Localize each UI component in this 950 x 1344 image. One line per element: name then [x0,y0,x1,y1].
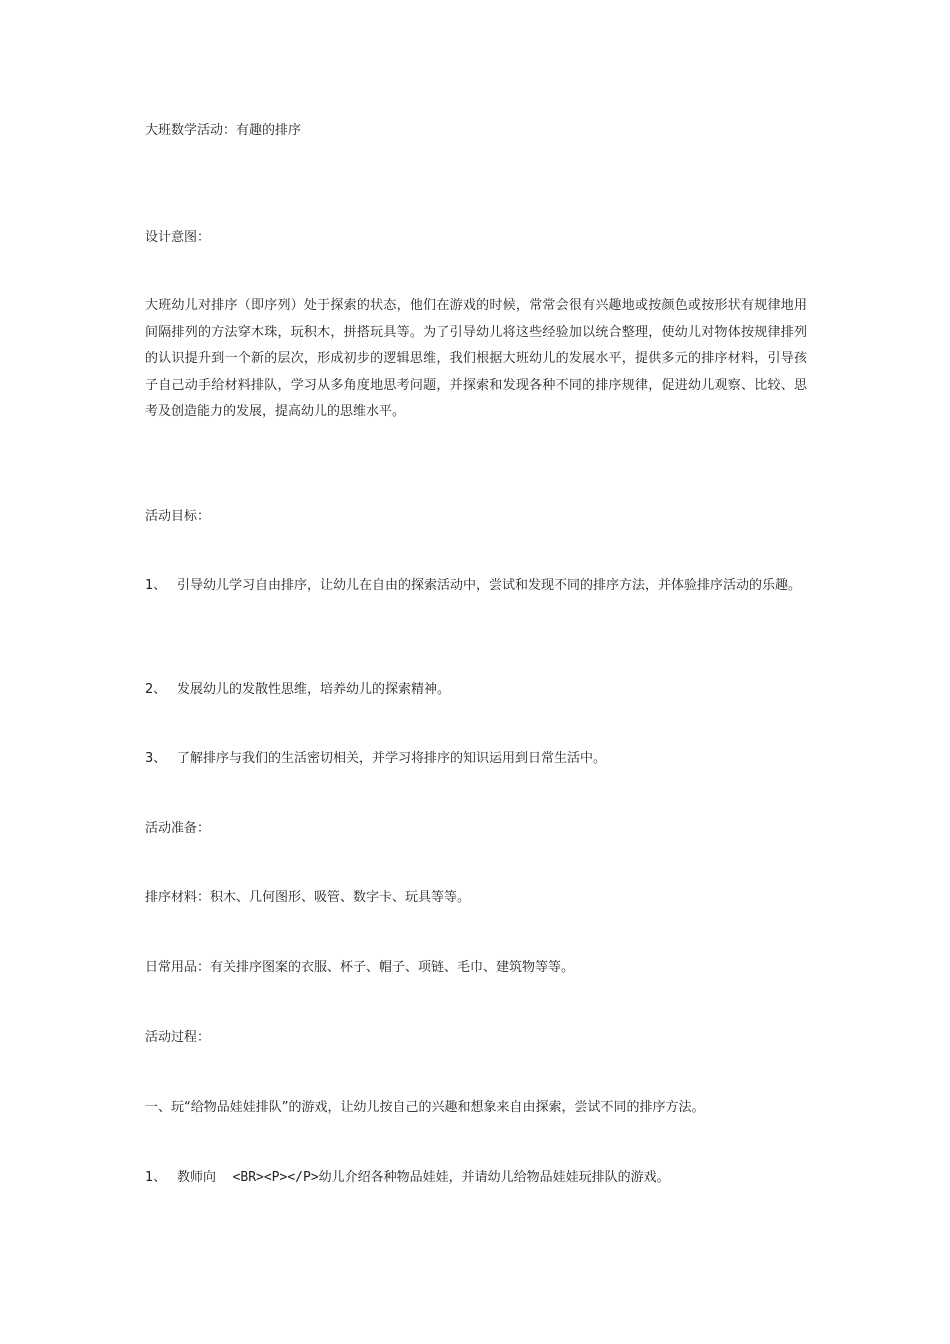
process-step-1: 一、玩“给物品娃娃排队”的游戏，让幼儿按自己的兴趣和想象来自由探索，尝试不同的排序方法。 [145,1100,705,1115]
prep-daily-items: 日常用品：有关排序图案的衣服、杯子、帽子、项链、毛巾、建筑物等等。 [145,960,575,975]
goal-number: 1、 [145,578,167,593]
process-item-code: <BR><P></P> [232,1170,319,1185]
goal-item-1 [145,573,807,600]
process-item-text-pre: 教师向 [177,1170,217,1185]
goal-text: 了解排序与我们的生活密切相关，并学习将排序的知识运用到日常生活中。 [177,751,607,766]
goal-text: 引导幼儿学习自由排序，让幼儿在自由的探索活动中，尝试和发现不同的排序方法，并体验排序活动的乐趣。 [177,578,802,593]
goal-text: 发展幼儿的发散性思维，培养幼儿的探索精神。 [177,682,451,697]
document-title: 大班数学活动：有趣的排序 [145,123,302,138]
goal-item-3 [145,747,606,771]
design-intent-paragraph: 大班幼儿对排序（即序列）处于探索的状态，他们在游戏的时候，常常会很有兴趣地或按颜色或按形状有规律地用间隔排列的方法穿木珠，玩积木，拼搭玩具等。为了引导幼儿将这些经验加以统合整理，使幼儿对物体按规律排列的认识提升到一个新的层次，形成初步的逻辑思维，我们根据大班幼儿的发展水平，提供多元的排序材料，引导孩子自己动手给材料排队，学习从多角度地思考问题，并探索和发现各种不同的排序规律，促进幼儿观察、比较、思考及创造能力的发展，提高幼儿的思维水平。 [145,298,807,419]
goal-number: 3、 [145,751,167,766]
goals-heading: 活动目标： [145,509,211,524]
prep-materials: 排序材料：积木、几何图形、吸管、数字卡、玩具等等。 [145,890,471,905]
process-item-text-post: 幼儿介绍各种物品娃娃，并请幼儿给物品娃娃玩排队的游戏。 [318,1170,670,1185]
prep-heading: 活动准备： [145,821,211,836]
process-heading: 活动过程： [145,1030,211,1045]
process-item-number: 1、 [145,1170,167,1185]
design-intent-heading: 设计意图： [145,230,211,245]
process-item-1 [145,1166,670,1190]
goal-item-2 [145,678,450,702]
goal-number: 2、 [145,682,167,697]
